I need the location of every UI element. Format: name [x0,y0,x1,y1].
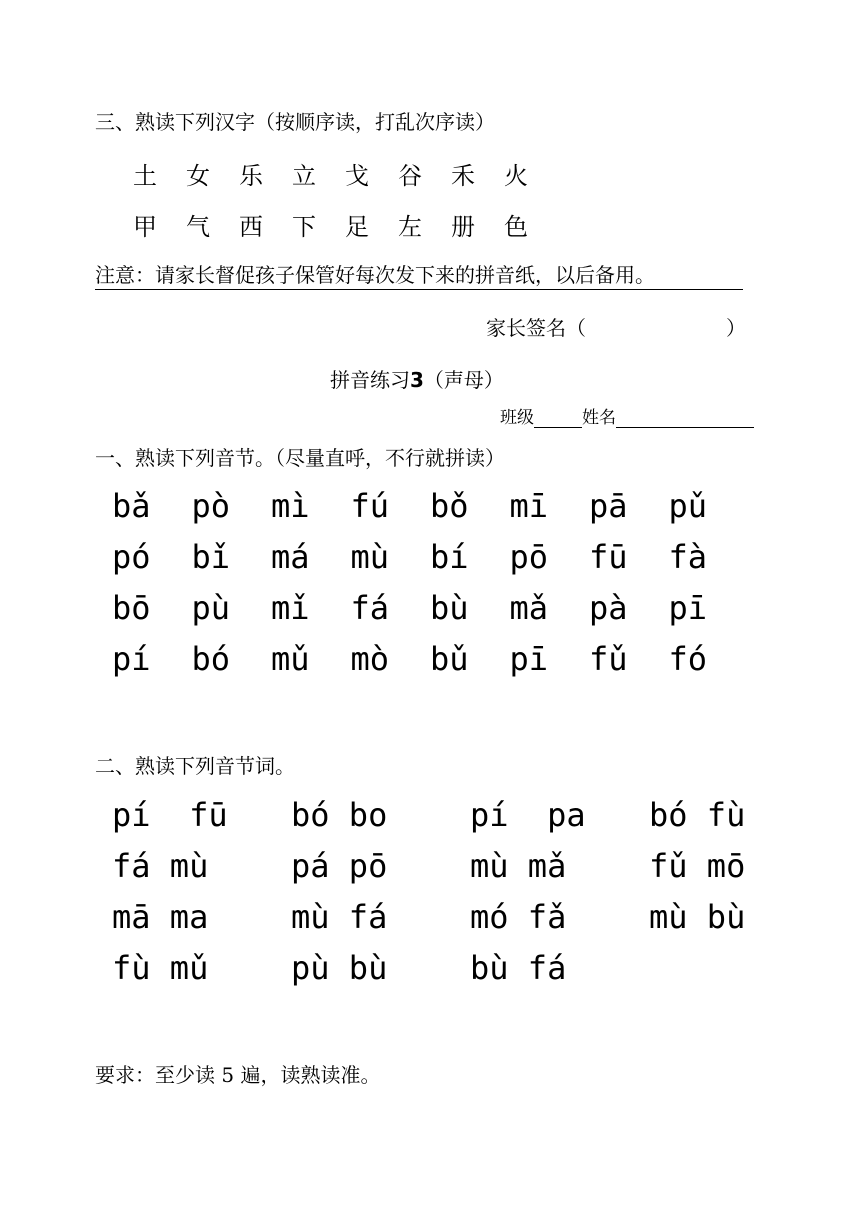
word-row-3 [112,898,828,936]
character: 左 [398,213,422,241]
syllable: fà [668,538,708,576]
character-row-1 [133,156,557,191]
syllable: mò [350,640,390,678]
syllable: pò [191,487,231,525]
section-1-heading: 一、熟读下列音节。（尽量直呼，不行就拼读） [95,446,505,470]
syllable: bǔ [430,640,469,678]
syllable-word: mā ma [112,898,209,936]
class-name-line [500,403,754,428]
class-label: 班级 [500,408,534,428]
character: 甲 [133,213,157,241]
syllable: fú [350,487,390,525]
page-title [330,364,504,393]
syllable: fá [350,589,390,627]
syllable: mī [509,487,549,525]
character: 立 [292,162,316,190]
syllable: bǎ [112,487,151,525]
syllable: mù [350,538,390,576]
character-row-2 [133,207,557,242]
syllable: mǎ [509,589,549,627]
syllable-row-2 [112,538,748,576]
character: 足 [345,213,369,241]
syllable-row-4 [112,640,748,678]
character: 谷 [398,162,422,190]
syllable-word: fù mǔ [112,949,209,987]
syllable: bǐ [191,538,231,576]
syllable-word: bó fù [649,796,746,834]
section-3-heading: 三、熟读下列汉字（按顺序读，打乱次序读） [95,110,495,134]
syllable-word: pù bù [291,949,388,987]
syllable: pǔ [668,487,708,525]
character: 女 [186,162,210,190]
syllable-word: mó fǎ [470,898,567,936]
character: 气 [186,213,210,241]
syllable: bí [430,538,469,576]
syllable-word: fǔ mō [649,847,746,885]
syllable: bó [191,640,231,678]
character: 火 [504,162,528,190]
syllable: mì [271,487,310,525]
parent-note: 注意：请家长督促孩子保管好每次发下来的拼音纸，以后备用。 [95,259,743,290]
syllable: pō [509,538,549,576]
syllable: pà [589,589,628,627]
character: 土 [133,162,157,190]
syllable-row-1 [112,487,748,525]
signature-label: 家长签名（ [486,316,586,340]
syllable-word: fá mù [112,847,209,885]
requirement-text: 要求：至少读 5 遍，读熟读准。 [95,1063,381,1087]
syllable-word: pá pō [291,847,388,885]
syllable: pó [112,538,151,576]
syllable: mǐ [271,589,310,627]
syllable: pī [509,640,549,678]
syllable: má [271,538,310,576]
character: 禾 [451,162,475,190]
syllable-word: pí fū [112,796,228,834]
syllable: bǒ [430,487,469,525]
title-prefix: 拼音练习 [330,368,410,392]
character: 册 [451,213,475,241]
syllable: pí [112,640,151,678]
character: 色 [504,213,528,241]
class-field[interactable] [534,409,582,428]
word-row-4 [112,949,649,987]
syllable: bō [112,589,151,627]
syllable-word: pí pa [470,796,586,834]
word-row-1 [112,796,828,834]
syllable: fó [668,640,708,678]
syllable-word: mù fá [291,898,388,936]
syllable: fū [589,538,628,576]
title-suffix: （声母） [423,368,504,392]
character: 下 [292,213,316,241]
name-label: 姓名 [582,408,616,428]
parent-signature [486,312,746,341]
syllable-row-3 [112,589,748,627]
syllable-word: mù mǎ [470,847,567,885]
syllable-word: mù bù [649,898,746,936]
syllable: pī [668,589,708,627]
syllable: mǔ [271,640,310,678]
character: 乐 [239,162,263,190]
character: 戈 [345,162,369,190]
syllable: fǔ [589,640,628,678]
syllable-word: bù fá [470,949,567,987]
title-number: 3 [410,368,424,392]
syllable: pā [589,487,628,525]
syllable: bù [430,589,469,627]
name-field[interactable] [616,409,754,428]
section-2-heading: 二、熟读下列音节词。 [95,754,295,778]
signature-close: ） [726,316,746,340]
word-row-2 [112,847,828,885]
syllable: pù [191,589,231,627]
syllable-word: bó bo [291,796,388,834]
character: 西 [239,213,263,241]
